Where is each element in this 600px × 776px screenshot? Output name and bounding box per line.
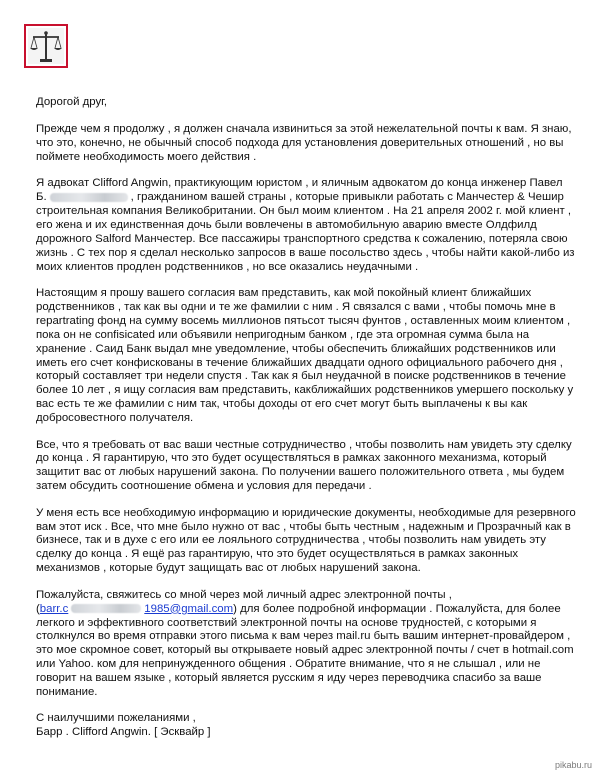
greeting: Дорогой друг,	[36, 96, 108, 108]
contact-line: Пожалуйста, свяжитесь со мной через мой личный адрес электронной почты ,	[36, 588, 452, 601]
signature-block	[36, 712, 576, 740]
intro-text-after: , гражданином вашей страны , которые привыкли работать с Манчестер & Чешир строительная компания Великобритании. Он был моим клиентом . На 21 апреля 2002 г. мой клиент , его жена и их единственная дочь были вовлечены в автомобильную аварию вместе Олдфилд дорожного Salford Манчестер. Все пассажиры транспортного средства к сожалению, потеряла свою жизнь . С тех пор я сделал несколько запросов в ваше посольство здесь , чтобы найти какой-либо из моих клиентов продлен родственников , но все оказались неудачными .	[36, 191, 575, 273]
redacted-email	[71, 604, 141, 613]
scales-of-justice-icon	[24, 24, 68, 68]
signoff: С наилучшими пожеланиями ,	[36, 712, 196, 725]
paragraph-apology: Прежде чем я продолжу , я должен сначала извиниться за этой нежелательной почты к вам. Я знаю, что это, конечно, не обычный способ подхода для установления доверительных отношений , но вы поймете необходимость моего действия .	[36, 122, 572, 163]
email-start: barr.c	[39, 602, 69, 615]
redacted-surname	[50, 193, 128, 202]
intro-text-before: Я адвокат Clifford Angwin, практикующим юристом , и яличным адвокатом до конца инженер Павел Б.	[36, 177, 563, 204]
paragraph-cooperation: Все, что я требовать от вас ваши честные сотрудничество , чтобы позволить нам увидеть эту сделку до конца . Я гарантирую, что это будет осуществляться в рамках законного механизма, который защитит вас от любых нарушений закона. По получении вашего положительного ответа , мы будем затем обсудить соотношение обмена и условия для передачи .	[36, 438, 572, 493]
paren-close: )	[233, 602, 237, 615]
paragraph-introduction	[36, 177, 576, 274]
paragraph-contact	[36, 589, 576, 700]
contact-text: для более подробной информации . Пожалуйста, для более легкого и эффективного соответствий электронной почты на основе трудностей, с которыми я столкнулся во время отправки этого письма к вам через mail.ru быть вашим интернет-провайдером , это мое скромное совет, который вы открываете новый адрес электронной почты / счет в hotmail.com или Yahoo. ком для непринужденного общения . Обратите внимание, что я не слышал , или не говорит на вашем языке , который является русским я иду через переводчика спасибо за ваше понимание.	[36, 602, 574, 699]
email-link[interactable]	[40, 603, 233, 615]
paragraph-request: Настоящим я прошу вашего согласия вам представить, как мой покойный клиент ближайших родственников , так как вы одни и те же фамилии с ним . Я связался с вами , чтобы помочь мне в repartrating фонд на сумму восемь миллионов пятьсот тысяч фунтов , оставленных моим клиентом , пока он не confisicated или объявили непригодным банком , где эта огромная сумма была на хранение . Саид Банк выдал мне уведомление, чтобы обеспечить ближайших родственников или иметь его счет конфискованы в течение ближайших двадцати одного официального рабочего дня , который составляет три недели спустя . Так как я был неудачной в поиске родственников в течение более 10 лет , я ищу согласия вам представить, какближайших родственников умершего поскольку у вас есть те же фамилии с ним так, чтобы доходы от его счет могут быть выплачены к вы как добросовестного получателя.	[36, 286, 574, 425]
paren-open: (	[36, 602, 40, 615]
signature: Барр . Clifford Angwin. [ Эсквайр ]	[36, 726, 211, 739]
letter-body	[36, 96, 576, 740]
watermark: pikabu.ru	[554, 760, 592, 770]
email-end: 1985@gmail.com	[144, 602, 234, 615]
paragraph-documents: У меня есть все необходимую информацию и юридические документы, необходимые для резервного вам этот иск . Все, что мне было нужно от вас , чтобы быть честным , надежным и Прозрачный как в бизнесе, так и в духе с его или ее лояльного сотрудничества , чтобы позволить нам увидеть эту сделку до конца . Я ещё раз гарантирую, что это будет осуществляться в рамках законных механизмов , которые будут защищать вас от любых нарушений закона.	[36, 506, 576, 575]
